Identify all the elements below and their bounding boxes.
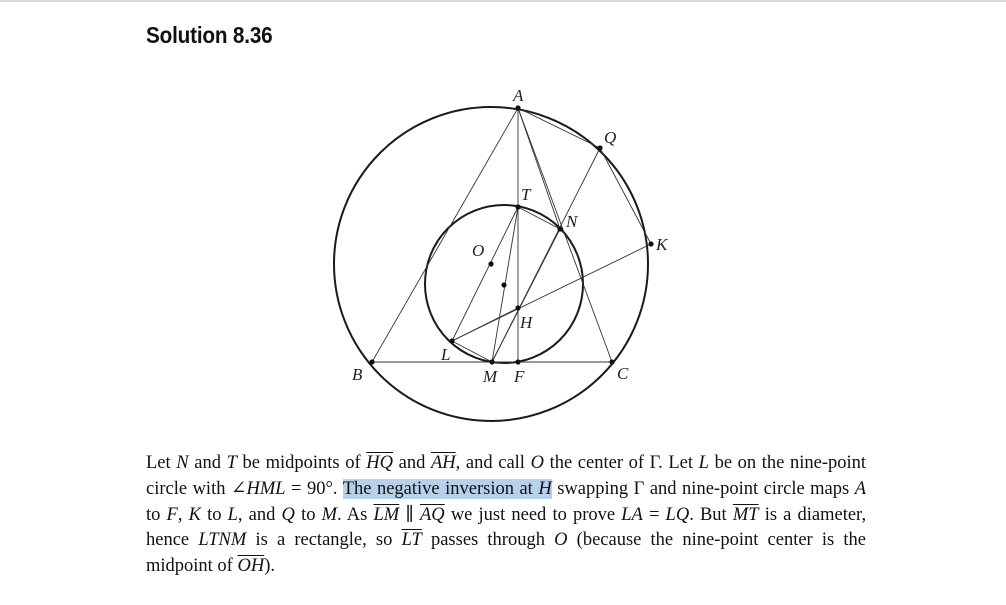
- label-M: M: [483, 367, 498, 386]
- label-T: T: [521, 185, 531, 204]
- label-A: A: [513, 86, 524, 105]
- solution-heading: Solution 8.36: [146, 22, 273, 48]
- label-L: L: [441, 345, 451, 364]
- label-C: C: [617, 364, 629, 383]
- label-K: K: [656, 235, 668, 254]
- label-F: F: [514, 367, 525, 386]
- label-N: N: [566, 212, 578, 231]
- highlighted-selection[interactable]: The negative inversion at H: [342, 478, 552, 499]
- label-H: H: [520, 313, 533, 332]
- label-O: O: [472, 241, 485, 260]
- label-B: B: [352, 365, 363, 384]
- solution-paragraph: Let N and T be midpoints of $\overline{HQ}$ and $\overline{AH}$, and call O the center of Γ. Let L be on the nine-point circle with ∠HML = 90°. The negative inversion at H swapping Γ and nine-point circle maps A to F, K to L, and Q to M. As $\overline{LM}$ ∥ $\overline{AQ}$ we just need to prove LA = LQ. But $\overline{MT}$ is a diameter, hence LTNM is a rectangle, so $\overline{LT}$ passes through O (because the nine-point center is the midpoint of $\overline{OH}$).: [146, 453, 867, 577]
- label-Q: Q: [604, 128, 617, 147]
